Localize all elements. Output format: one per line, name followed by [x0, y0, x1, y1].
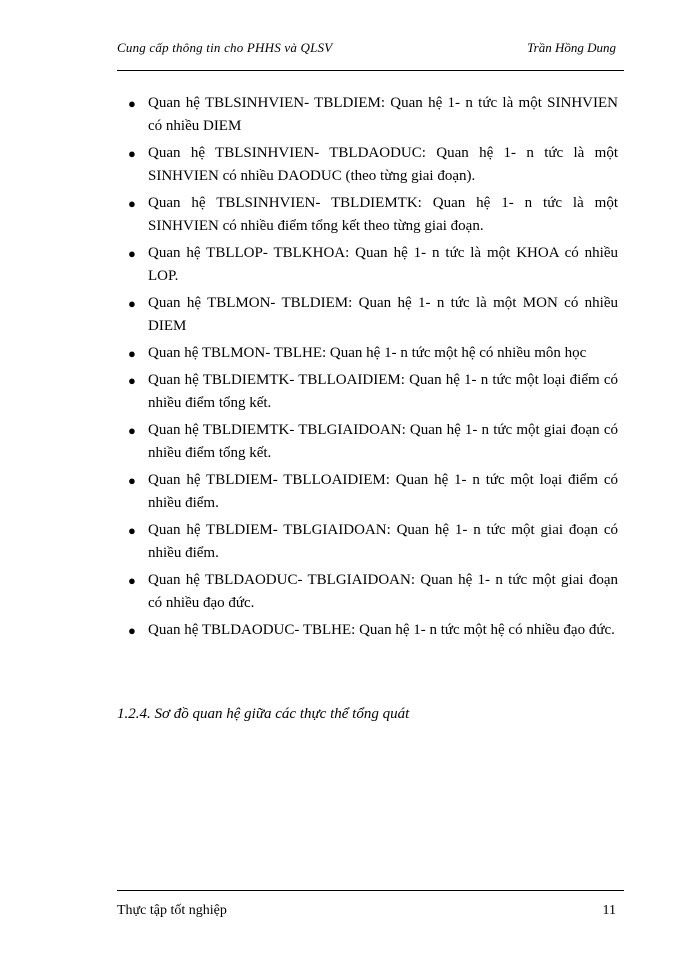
- bullet-icon: ●: [128, 623, 136, 638]
- bullet-icon: ●: [128, 573, 136, 588]
- running-header-author: Trần Hồng Dung: [527, 40, 616, 55]
- list-item-text: Quan hệ TBLDAODUC- TBLHE: Quan hệ 1- n tức một hệ có nhiều đạo đức.: [148, 622, 615, 638]
- list-item-text: Quan hệ TBLDIEMTK- TBLLOAIDIEM: Quan hệ 1- n tức một loại điểm có nhiều điểm tổng kết.: [148, 372, 618, 411]
- list-item: [128, 192, 618, 238]
- list-item: [128, 142, 618, 188]
- list-item: [128, 519, 618, 565]
- bullet-icon: ●: [128, 296, 136, 311]
- header-divider: [117, 70, 624, 71]
- page-number: 11: [602, 903, 616, 918]
- list-item: [128, 469, 618, 515]
- bullet-icon: ●: [128, 423, 136, 438]
- bullet-icon: ●: [128, 96, 136, 111]
- list-item: [128, 92, 618, 138]
- bullet-icon: ●: [128, 146, 136, 161]
- list-item-text: Quan hệ TBLLOP- TBLKHOA: Quan hệ 1- n tức là một KHOA có nhiều LOP.: [148, 245, 618, 284]
- list-item-text: Quan hệ TBLSINHVIEN- TBLDIEMTK: Quan hệ 1- n tức là một SINHVIEN có nhiều điểm tổng kết theo từng giai đoạn.: [148, 195, 618, 234]
- bullet-icon: ●: [128, 196, 136, 211]
- list-item: [128, 619, 618, 642]
- list-item-text: Quan hệ TBLSINHVIEN- TBLDIEM: Quan hệ 1- n tức là một SINHVIEN có nhiều DIEM: [148, 95, 618, 134]
- list-item: [128, 569, 618, 615]
- list-item-text: Quan hệ TBLDIEM- TBLGIAIDOAN: Quan hệ 1- n tức một giai đoạn có nhiều điểm.: [148, 522, 618, 561]
- list-item-text: Quan hệ TBLDIEMTK- TBLGIAIDOAN: Quan hệ 1- n tức một giai đoạn có nhiều điểm tổng kết.: [148, 422, 618, 461]
- bullet-icon: ●: [128, 346, 136, 361]
- relation-list: [128, 92, 618, 646]
- section-heading: 1.2.4. Sơ đồ quan hệ giữa các thực thể tổng quát: [117, 706, 410, 722]
- bullet-icon: ●: [128, 246, 136, 261]
- bullet-icon: ●: [128, 523, 136, 538]
- footer-divider: [117, 890, 624, 891]
- list-item-text: Quan hệ TBLMON- TBLHE: Quan hệ 1- n tức một hệ có nhiều môn học: [148, 345, 587, 361]
- list-item-text: Quan hệ TBLDIEM- TBLLOAIDIEM: Quan hệ 1- n tức một loại điểm có nhiều điểm.: [148, 472, 618, 511]
- list-item-text: Quan hệ TBLSINHVIEN- TBLDAODUC: Quan hệ 1- n tức là một SINHVIEN có nhiều DAODUC (theo từng giai đoạn).: [148, 145, 618, 184]
- list-item: [128, 342, 618, 365]
- list-item: [128, 419, 618, 465]
- footer-title: Thực tập tốt nghiệp: [117, 903, 227, 918]
- list-item: [128, 369, 618, 415]
- list-item-text: Quan hệ TBLMON- TBLDIEM: Quan hệ 1- n tức là một MON có nhiều DIEM: [148, 295, 618, 334]
- list-item: [128, 242, 618, 288]
- bullet-icon: ●: [128, 473, 136, 488]
- list-item-text: Quan hệ TBLDAODUC- TBLGIAIDOAN: Quan hệ 1- n tức một giai đoạn có nhiều đạo đức.: [148, 572, 618, 611]
- list-item: [128, 292, 618, 338]
- running-header-title: Cung cấp thông tin cho PHHS và QLSV: [117, 40, 333, 55]
- bullet-icon: ●: [128, 373, 136, 388]
